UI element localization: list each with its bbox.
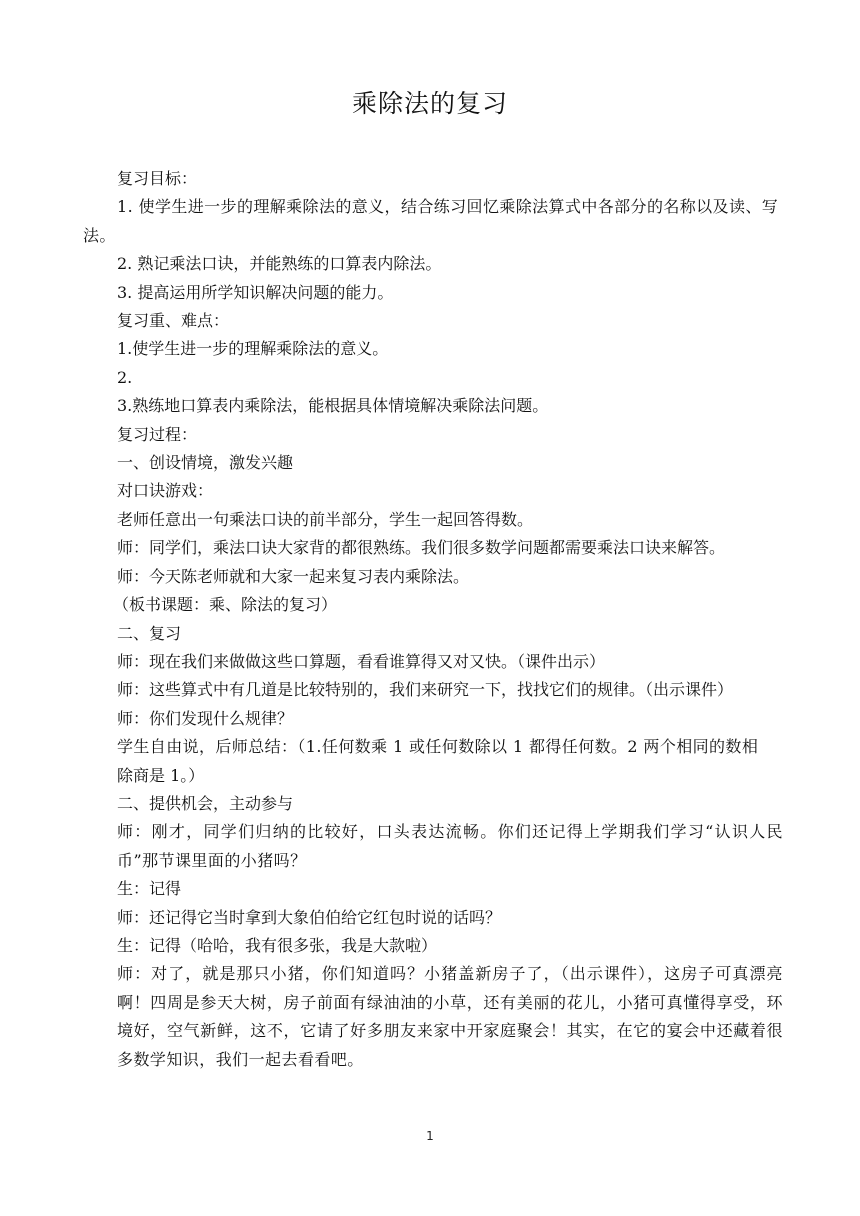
text-line: 复习目标：	[117, 169, 198, 188]
text-line: 对口诀游戏：	[117, 481, 214, 501]
text-line: （板书课题：乘、除法的复习）	[113, 595, 338, 615]
text-line: 师：现在我们来做做这些口算题，看看谁算得又对又快。（课件出示）	[117, 651, 606, 671]
page-number: 1	[426, 1129, 434, 1143]
text-line: 2.	[117, 367, 133, 387]
text-line: 1.使学生进一步的理解乘除法的意义。	[117, 339, 389, 359]
section-heading: 一、创设情境，激发兴趣	[117, 453, 294, 473]
text-line: 师：同学们，乘法口诀大家背的都很熟练。我们很多数学问题都需要乘法口诀来解答。	[117, 538, 726, 558]
section-heading: 二、提供机会，主动参与	[117, 793, 294, 813]
text-line: 3.熟练地口算表内乘除法，能根据具体情境解决乘除法问题。	[117, 396, 549, 416]
text-line: 老师任意出一句乘法口诀的前半部分，学生一起回答得数。	[117, 509, 534, 529]
section-heading: 二、复习	[117, 623, 182, 643]
text-line: 师：今天陈老师就和大家一起来复习表内乘除法。	[117, 566, 470, 586]
text-line: 学生自由说，后师总结：（1.任何数乘 1 或任何数除以 1 都得任何数。2 两个相同的数相	[117, 737, 759, 757]
document-body	[83, 165, 783, 1074]
text-line: 1. 使学生进一步的理解乘除法的意义，结合练习回忆乘除法算式中各部分的名称以及读、写法。	[83, 197, 779, 245]
text-line: 复习过程：	[117, 424, 198, 444]
text-line: 师：你们发现什么规律？	[117, 708, 294, 728]
text-line: 师：刚才，同学们归纳的比较好，口头表达流畅。你们还记得上学期我们学习“认识人民币”那节课里面的小猪吗？	[117, 822, 783, 870]
text-line: 生：记得	[117, 879, 182, 899]
text-line: 3. 提高运用所学知识解决问题的能力。	[117, 282, 394, 302]
page-title: 乘除法的复习	[351, 89, 508, 118]
text-paragraph: 师：对了，就是那只小猪，你们知道吗？小猪盖新房子了，（出示课件），这房子可真漂亮啊！四周是参天大树，房子前面有绿油油的小草，还有美丽的花儿，小猪可真懂得享受，环境好，空气新鲜，这不，它请了好多朋友来家中开家庭聚会！其实，在它的宴会中还藏着很多数学知识，我们一起去看看吧。	[117, 964, 783, 1069]
text-line: 复习重、难点：	[117, 311, 230, 331]
text-line: 师：还记得它当时拿到大象伯伯给它红包时说的话吗？	[117, 907, 502, 927]
text-line: 生：记得（哈哈，我有很多张，我是大款啦）	[117, 935, 438, 955]
text-line: 除商是 1。）	[117, 765, 205, 785]
text-line: 师：这些算式中有几道是比较特别的，我们来研究一下，找找它们的规律。（出示课件）	[117, 680, 734, 700]
text-line: 2. 熟记乘法口诀，并能熟练的口算表内除法。	[117, 254, 442, 274]
